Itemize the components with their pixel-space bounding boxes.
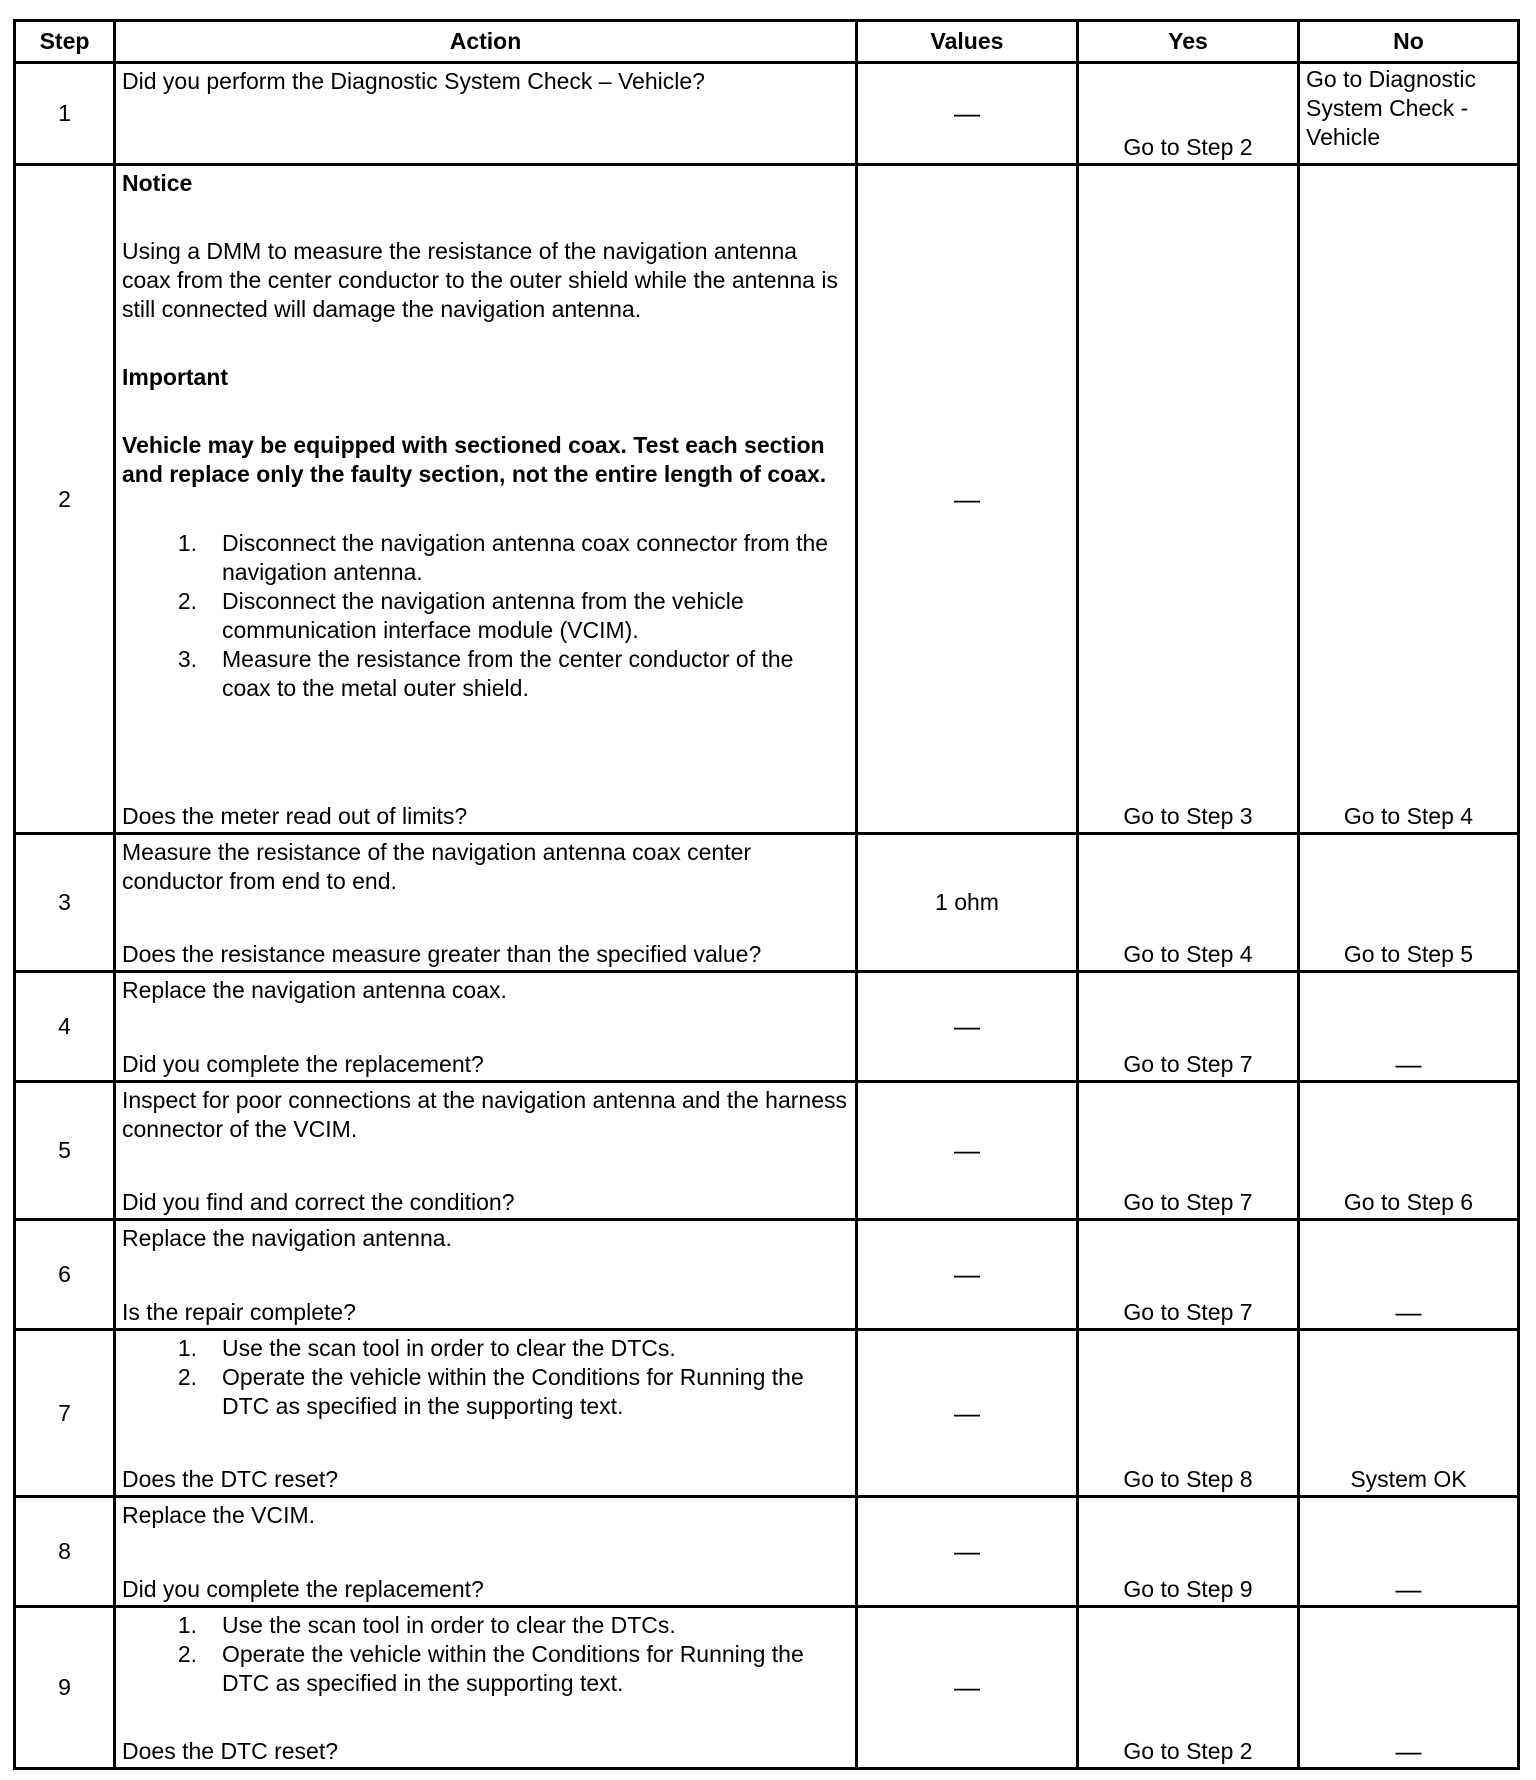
yes-cell: Go to Step 4 xyxy=(1123,941,1253,967)
header-step: Step xyxy=(39,28,90,54)
diagnostic-table xyxy=(13,19,1520,1770)
action-text: Replace the navigation antenna coax. xyxy=(122,977,507,1003)
values-cell: — xyxy=(954,483,980,514)
action-question: Did you complete the replacement? xyxy=(122,1576,484,1602)
step-number: 1 xyxy=(58,100,71,126)
yes-cell: Go to Step 7 xyxy=(1123,1189,1253,1215)
header-values: Values xyxy=(930,28,1004,54)
procedure-list xyxy=(122,529,847,703)
no-cell: — xyxy=(1395,1049,1422,1079)
important-text: Vehicle may be equipped with sectioned coax. Test each section and replace only the faulty section, not the entire length of coax. xyxy=(122,432,827,487)
procedure-step: 2. Operate the vehicle within the Conditions for Running the DTC as specified in the supporting text. xyxy=(177,1364,804,1419)
procedure-list xyxy=(122,1611,847,1698)
no-cell: Go to Step 6 xyxy=(1343,1189,1474,1215)
action-question: Did you perform the Diagnostic System Check – Vehicle? xyxy=(122,68,705,94)
no-cell: Go to Diagnostic System Check - Vehicle xyxy=(1306,66,1477,150)
action-question: Did you find and correct the condition? xyxy=(122,1189,515,1215)
action-cell xyxy=(116,166,855,832)
no-cell: — xyxy=(1395,1297,1422,1327)
procedure-step: 1. Disconnect the navigation antenna coax connector from the navigation antenna. xyxy=(177,530,829,585)
action-text: Measure the resistance of the navigation antenna coax center conductor from end to end. xyxy=(122,839,752,894)
important-label: Important xyxy=(122,364,229,390)
step-number: 4 xyxy=(58,1013,71,1039)
yes-cell: Go to Step 2 xyxy=(1123,134,1253,160)
values-cell: — xyxy=(954,1672,980,1702)
action-cell xyxy=(116,835,855,970)
header-action: Action xyxy=(449,28,522,54)
values-cell: — xyxy=(954,1259,980,1289)
action-text: Inspect for poor connections at the navigation antenna and the harness connector of the VCIM. xyxy=(122,1087,848,1142)
step-number: 5 xyxy=(58,1137,71,1163)
action-question: Does the DTC reset? xyxy=(122,1738,339,1764)
procedure-step: 3. Measure the resistance from the center conductor of the coax to the metal outer shield. xyxy=(177,646,794,701)
action-cell xyxy=(116,1331,855,1495)
action-question: Did you complete the replacement? xyxy=(122,1051,484,1077)
step-number: 9 xyxy=(58,1674,71,1700)
yes-cell: Go to Step 7 xyxy=(1123,1051,1253,1077)
action-text: Replace the VCIM. xyxy=(122,1502,316,1528)
procedure-step: 2. Operate the vehicle within the Conditions for Running the DTC as specified in the supporting text. xyxy=(177,1641,804,1696)
yes-cell: Go to Step 9 xyxy=(1123,1576,1253,1602)
step-number: 3 xyxy=(58,889,71,915)
action-cell xyxy=(116,1221,855,1328)
action-question: Does the meter read out of limits? xyxy=(122,803,468,829)
yes-cell: Go to Step 8 xyxy=(1123,1466,1253,1492)
action-cell xyxy=(116,1608,855,1767)
action-cell xyxy=(116,973,855,1080)
procedure-list xyxy=(122,1334,847,1421)
values-cell: — xyxy=(954,1397,980,1428)
values-cell: 1 ohm xyxy=(935,889,999,915)
header-no: No xyxy=(1393,28,1424,54)
no-cell: Go to Step 4 xyxy=(1343,803,1474,829)
procedure-step: 1. Use the scan tool in order to clear the DTCs. xyxy=(177,1335,676,1361)
step-number: 6 xyxy=(58,1261,71,1287)
action-question: Does the resistance measure greater than the specified value? xyxy=(122,941,762,967)
step-number: 2 xyxy=(58,485,71,512)
values-cell: — xyxy=(954,1536,980,1566)
procedure-step: 1. Use the scan tool in order to clear the DTCs. xyxy=(177,1612,676,1638)
no-cell: System OK xyxy=(1350,1466,1467,1492)
action-question: Is the repair complete? xyxy=(122,1299,356,1325)
yes-cell: Go to Step 7 xyxy=(1123,1299,1253,1325)
yes-cell: Go to Step 2 xyxy=(1123,1738,1253,1764)
no-cell: Go to Step 5 xyxy=(1343,941,1474,967)
values-cell: — xyxy=(954,1135,980,1165)
header-yes: Yes xyxy=(1168,28,1208,54)
values-cell: — xyxy=(954,98,980,128)
no-cell: — xyxy=(1395,1736,1422,1766)
action-text: Replace the navigation antenna. xyxy=(122,1225,452,1251)
procedure-step: 2. Disconnect the navigation antenna from the vehicle communication interface module (VCIM). xyxy=(177,588,744,643)
action-cell xyxy=(116,1498,855,1605)
notice-text: Using a DMM to measure the resistance of the navigation antenna coax from the center conductor to the outer shield while the antenna is still connected will damage the navigation antenna. xyxy=(122,238,838,322)
action-question: Does the DTC reset? xyxy=(122,1466,339,1492)
action-cell xyxy=(116,64,855,163)
yes-cell: Go to Step 3 xyxy=(1123,803,1253,829)
step-number: 8 xyxy=(58,1538,71,1564)
notice-label: Notice xyxy=(122,170,193,196)
values-cell: — xyxy=(954,1011,980,1041)
no-cell: — xyxy=(1395,1574,1422,1604)
action-cell xyxy=(116,1083,855,1218)
step-number: 7 xyxy=(58,1399,71,1426)
